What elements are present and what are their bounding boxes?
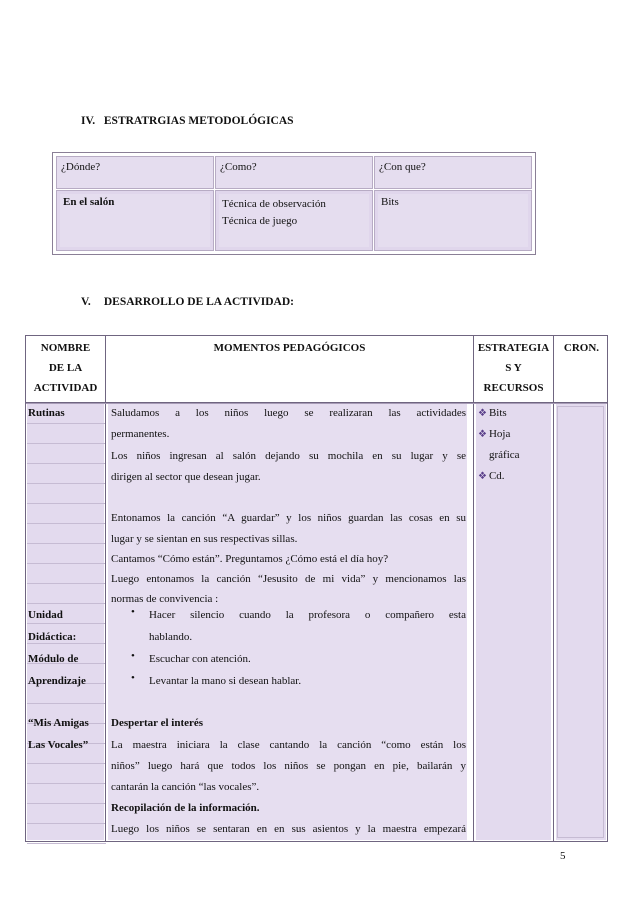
moment-heading-info: Recopilación de la información. <box>111 802 260 814</box>
moment-p6c: cantarán la canción “las vocales”. <box>111 781 260 793</box>
with-value: Bits <box>381 196 399 208</box>
header-moments: MOMENTOS PEDAGÓGICOS <box>213 342 366 354</box>
cell-where <box>56 190 214 251</box>
diamond-bullet-icon: ❖ <box>478 429 487 440</box>
activity-unidad: Unidad <box>28 609 63 621</box>
moment-b3: Levantar la mano si desean hablar. <box>149 675 302 687</box>
moment-p1a: Saludamos a los niños luego se realizaran las actividades <box>111 407 466 419</box>
section-4-title: ESTRATRGIAS METODOLÓGICAS <box>103 115 294 127</box>
page-number: 5 <box>560 850 566 862</box>
where-value: En el salón <box>63 196 115 208</box>
resource-bits: ❖ Bits <box>478 407 507 419</box>
resource-cd: ❖ Cd. <box>478 470 505 482</box>
header-how: ¿Como? <box>215 156 373 189</box>
moment-p2b: dirigen al sector que desean jugar. <box>111 471 261 483</box>
bullet-icon: • <box>131 650 135 662</box>
bullet-icon: • <box>131 606 135 618</box>
activity-table <box>25 335 608 842</box>
header-where: ¿Dónde? <box>56 156 214 189</box>
how-value-2: Técnica de juego <box>222 215 298 227</box>
cell-how <box>215 190 373 251</box>
moment-heading-interest: Despertar el interés <box>111 717 204 729</box>
moment-p2a: Los niños ingresan al salón dejando su mochila en su lugar y se <box>111 450 466 462</box>
section-4-number: IV. <box>81 115 96 127</box>
activity-aprendizaje: Aprendizaje <box>28 675 86 687</box>
activity-modulo: Módulo de <box>28 653 79 665</box>
bullet-icon: • <box>131 672 135 684</box>
section-5-title: DESARROLLO DE LA ACTIVIDAD: <box>103 296 294 308</box>
moment-p5b: normas de convivencia : <box>111 593 219 605</box>
moment-p7: Luego los niños se sentaran en en sus asientos y la maestra empezará <box>111 823 466 835</box>
diamond-bullet-icon: ❖ <box>478 471 487 482</box>
moment-p1b: permanentes. <box>111 428 170 440</box>
cron-cell <box>557 406 604 838</box>
moment-p3a: Entonamos la canción “A guardar” y los niños guardan las cosas en su <box>111 512 466 524</box>
activity-name-line-2: Las Vocales” <box>28 739 89 751</box>
strategies-table <box>52 152 536 255</box>
activity-rutinas: Rutinas <box>28 407 65 419</box>
header-cron: CRON. <box>563 342 600 354</box>
header-strategies: ESTRATEGIA S Y RECURSOS <box>477 342 550 394</box>
section-5-heading <box>81 296 294 308</box>
moment-b1b: hablando. <box>149 631 193 643</box>
how-value-1: Técnica de observación <box>222 198 326 210</box>
diamond-bullet-icon: ❖ <box>478 408 487 419</box>
header-with: ¿Con que? <box>374 156 532 189</box>
moment-p4: Cantamos “Cómo están”. Preguntamos ¿Cómo está el día hoy? <box>111 553 389 565</box>
section-4-heading <box>81 115 294 127</box>
cell-with <box>374 190 532 251</box>
resource-grafica: gráfica <box>489 449 520 461</box>
section-5-number: V. <box>81 296 91 308</box>
moment-p3b: lugar y se sientan en sus respectivas sillas. <box>111 533 298 545</box>
moment-p6a: La maestra iniciara la clase cantando la canción “como están los <box>111 739 466 751</box>
moment-p6b: niños” luego hará que todos los niños se pongan en pie, bailarán y <box>111 760 466 772</box>
activity-didactica: Didáctica: <box>28 631 77 643</box>
resource-hoja: ❖ Hoja <box>478 428 511 440</box>
moment-b2: Escuchar con atención. <box>149 653 251 665</box>
moment-b1a: Hacer silencio cuando la profesora o compañero esta <box>149 609 466 621</box>
activity-name-line-1: “Mis Amigas <box>28 717 89 729</box>
header-activity-name: NOMBRE DE LA ACTIVIDAD <box>33 342 98 394</box>
moment-p5a: Luego entonamos la canción “Jesusito de mi vida” y mencionamos las <box>111 573 466 585</box>
